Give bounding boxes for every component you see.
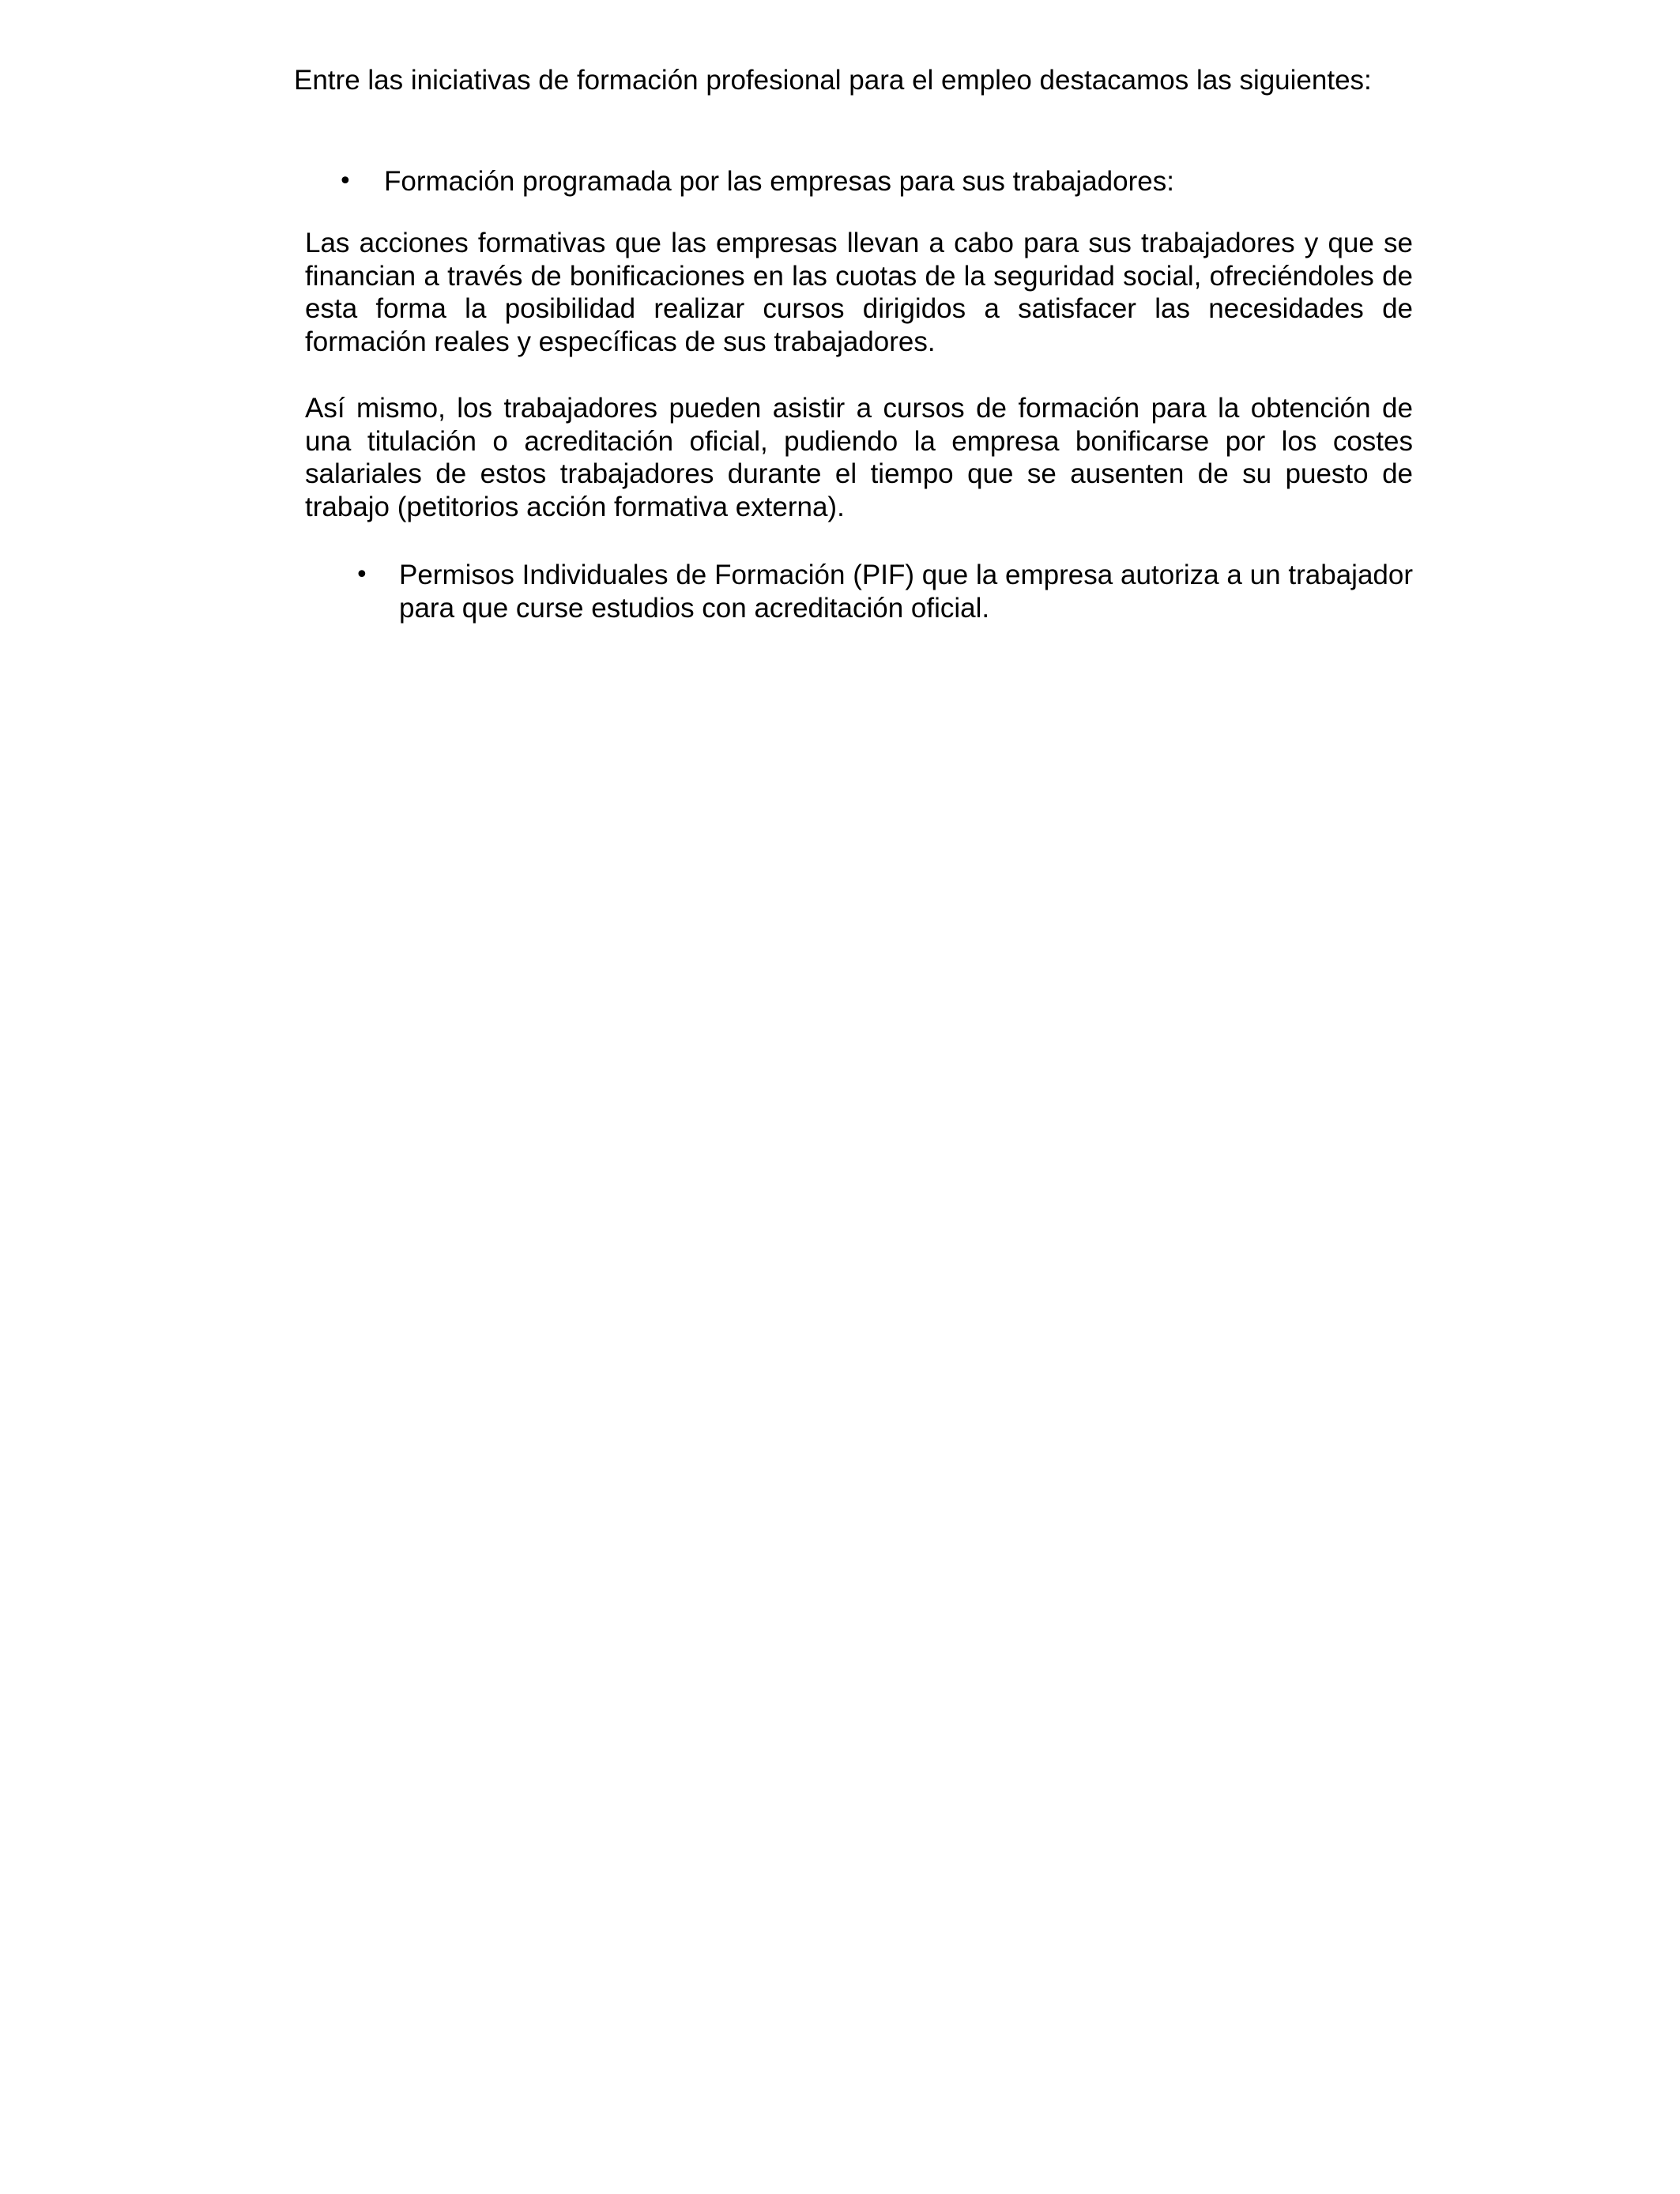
bullet-text-permisos-individuales: Permisos Individuales de Formación (PIF) que la empresa autoriza a un trabajador para que curse estudios con acreditación oficial. (399, 560, 1413, 624)
intro-paragraph: Entre las iniciativas de formación profesional para el empleo destacamos las siguientes: (294, 65, 1372, 96)
bullet-text-formacion-programada: Formación programada por las empresas para sus trabajadores: (384, 166, 1174, 197)
paragraph-asi-mismo: Así mismo, los trabajadores pueden asistir a cursos de formación para la obtención de una titulación o acreditación oficial, pudiendo la empresa bonificarse por los costes salariales de estos trabajadores durante el tiempo que se ausenten de su puesto de trabajo (petitorios acción formativa externa). (305, 393, 1413, 522)
bullet-item-formacion-programada (338, 165, 1413, 198)
bullet-item-permisos-individuales (355, 559, 1413, 624)
bullet-icon: • (338, 168, 352, 195)
paragraph-acciones-formativas: Las acciones formativas que las empresas llevan a cabo para sus trabajadores y que se financian a través de bonificaciones en las cuotas de la seguridad social, ofreciéndoles de esta forma la posibilidad realizar cursos dirigidos a satisfacer las necesidades de formación reales y específicas de sus trabajadores. (305, 228, 1413, 357)
bullet-icon: • (355, 561, 369, 589)
